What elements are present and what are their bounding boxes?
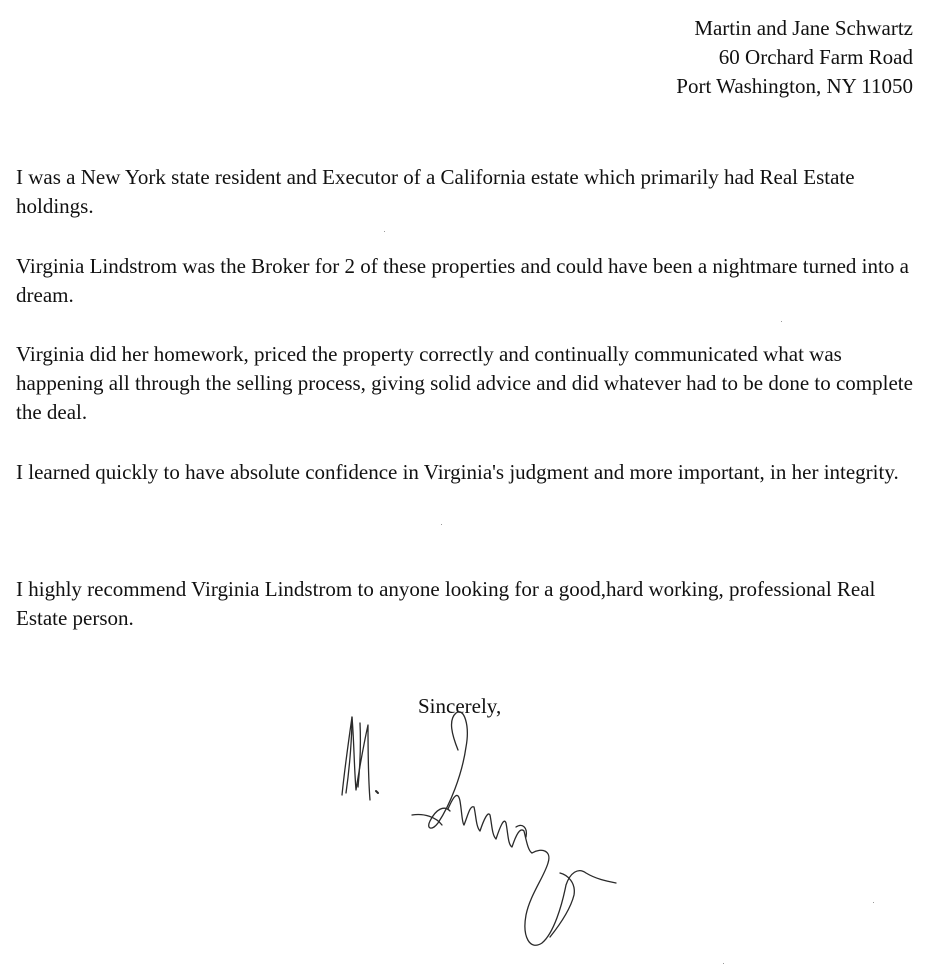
scan-speck — [781, 321, 782, 322]
sender-address — [676, 14, 913, 101]
letter-paragraph-1: I was a New York state resident and Executor of a California estate which primarily had Real Estate holdings. — [16, 165, 855, 218]
letter-paragraph-4: I learned quickly to have absolute confidence in Virginia's judgment and more important, in her integrity. — [16, 460, 899, 484]
scan-speck — [384, 231, 385, 232]
sender-city-line: Port Washington, NY 11050 — [676, 74, 913, 98]
letter-paragraph-5: I highly recommend Virginia Lindstrom to anyone looking for a good,hard working, professional Real Estate person. — [16, 577, 876, 630]
sender-street: 60 Orchard Farm Road — [718, 45, 913, 69]
letter-paragraph-3: Virginia did her homework, priced the property correctly and continually communicated what was happening all through the selling process, giving solid advice and did whatever had to be done to complete the deal. — [16, 342, 913, 424]
sender-name: Martin and Jane Schwartz — [694, 16, 913, 40]
closing-salutation: Sincerely, — [418, 694, 502, 718]
letter-paragraph-2: Virginia Lindstrom was the Broker for 2 of these properties and could have been a nightmare turned into a dream. — [16, 254, 909, 307]
scan-speck — [723, 963, 724, 964]
handwritten-signature-icon — [330, 705, 630, 955]
scan-speck — [873, 902, 874, 903]
scan-speck — [441, 524, 442, 525]
